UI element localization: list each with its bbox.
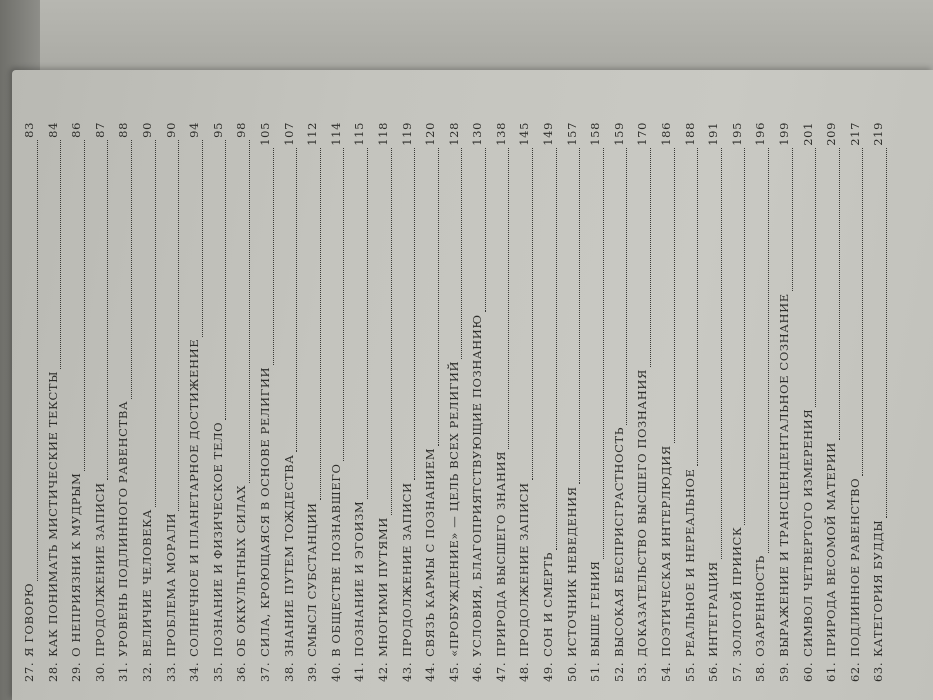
toc-entry-title: ВЫШЕ ГЕНИЯ bbox=[588, 560, 603, 657]
toc-entry-page: 120 bbox=[423, 122, 438, 146]
toc-entry-title: ДОКАЗАТЕЛЬСТВО ВЫСШЕГО ПОЗНАНИЯ bbox=[635, 369, 650, 657]
toc-entry-title: СОЛНЕЧНОЕ И ПЛАНЕТАРНОЕ ДОСТИЖЕНИЕ bbox=[187, 338, 202, 657]
dot-leader bbox=[224, 140, 226, 420]
toc-entry bbox=[773, 122, 797, 682]
toc-entry-title: ВЫРАЖЕНИЕ И ТРАНСЦЕНДЕНТАЛЬНОЕ СОЗНАНИЕ bbox=[777, 293, 791, 657]
toc-entry-title: О НЕПРИЯЗНИ К МУДРЫМ bbox=[69, 472, 84, 657]
toc-entry bbox=[584, 122, 608, 682]
toc-entry-number: 51. bbox=[588, 661, 603, 682]
toc-entry-title: ПРОБЛЕМА МОРАЛИ bbox=[163, 512, 178, 657]
toc-entry-number: 60. bbox=[800, 661, 815, 682]
toc-entry bbox=[396, 122, 420, 682]
toc-entry-title: ПОЭТИЧЕСКАЯ ИНТЕРЛЮДИЯ bbox=[659, 445, 674, 657]
dot-leader bbox=[83, 140, 85, 471]
dot-leader bbox=[555, 148, 557, 550]
toc-entry-number: 50. bbox=[564, 661, 579, 682]
toc-entry-page: 98 bbox=[234, 122, 249, 138]
toc-entry-number: 27. bbox=[22, 661, 36, 682]
toc-entry bbox=[443, 122, 467, 682]
toc-entry-number: 47. bbox=[493, 661, 508, 682]
toc-entry-page: 95 bbox=[210, 122, 225, 138]
toc-entry bbox=[655, 122, 679, 682]
toc-entry bbox=[466, 122, 490, 682]
toc-entry-number: 29. bbox=[69, 661, 84, 682]
toc-entry-number: 52. bbox=[611, 661, 626, 682]
toc-entry-title: ОЗАРЕННОСТЬ bbox=[753, 555, 768, 657]
toc-entry-number: 62. bbox=[847, 661, 862, 682]
toc-entry-page: 145 bbox=[517, 122, 532, 146]
toc-entry-title: ПРИРОДА ВЕСОМОЙ МАТЕРИИ bbox=[824, 442, 839, 657]
toc-entry bbox=[89, 122, 113, 682]
toc-entry bbox=[702, 122, 726, 682]
toc-entry bbox=[490, 122, 514, 682]
toc-entry bbox=[726, 122, 750, 682]
toc-entry bbox=[42, 122, 66, 682]
toc-entry bbox=[325, 122, 349, 682]
toc-entry-title: СВЯЗЬ КАРМЫ С ПОЗНАНИЕМ bbox=[423, 447, 438, 657]
dot-leader bbox=[201, 140, 203, 337]
toc-entry-title: ОБ ОККУЛЬТНЫХ СИЛАХ bbox=[234, 484, 249, 657]
toc-entry bbox=[867, 122, 891, 682]
dot-leader bbox=[248, 140, 250, 483]
dot-leader bbox=[177, 140, 179, 511]
toc-entry bbox=[160, 122, 184, 682]
toc-entry-number: 59. bbox=[777, 661, 791, 682]
toc-entry-title: ПРОДОЛЖЕНИЕ ЗАПИСИ bbox=[399, 482, 414, 657]
toc-entry-title: СОН И СМЕРТЬ bbox=[541, 551, 556, 657]
toc-entry-page: 118 bbox=[375, 122, 390, 146]
dot-leader bbox=[625, 148, 627, 425]
toc-entry-number: 54. bbox=[659, 661, 674, 682]
toc-entry-title: МНОГИМИ ПУТЯМИ bbox=[375, 517, 390, 657]
toc-entry-number: 42. bbox=[375, 661, 390, 682]
toc-entry-title: КАТЕГОРИЯ БУДДЫ bbox=[871, 519, 886, 657]
dot-leader bbox=[342, 148, 344, 462]
toc-entry-title: В ОБЩЕСТВЕ ПОЗНАВШЕГО bbox=[328, 463, 343, 657]
dot-leader bbox=[507, 148, 509, 449]
toc-entry-page: 158 bbox=[588, 122, 603, 146]
toc-entry-title: УРОВЕНЬ ПОДЛИННОГО РАВЕНСТВА bbox=[116, 400, 131, 657]
toc-entry-page: 199 bbox=[777, 122, 791, 146]
toc-entry-page: 170 bbox=[635, 122, 650, 146]
toc-entry bbox=[419, 122, 443, 682]
toc-entry-page: 112 bbox=[305, 122, 320, 146]
toc-entry-page: 83 bbox=[22, 122, 36, 138]
dot-leader bbox=[578, 148, 580, 485]
dot-leader bbox=[649, 148, 651, 367]
toc-entry-number: 38. bbox=[281, 661, 296, 682]
toc-entry-page: 219 bbox=[871, 122, 886, 146]
toc-entry-page: 88 bbox=[116, 122, 131, 138]
toc-entry-number: 58. bbox=[753, 661, 768, 682]
toc-entry bbox=[207, 122, 231, 682]
toc-entry-title: КАК ПОНИМАТЬ МИСТИЧЕСКИЕ ТЕКСТЫ bbox=[45, 370, 60, 657]
toc-entry bbox=[537, 122, 561, 682]
toc-entry-title: СМЫСЛ СУБСТАНЦИИ bbox=[305, 502, 320, 657]
toc-entry-page: 115 bbox=[352, 122, 367, 146]
dot-leader bbox=[791, 148, 793, 291]
background-top bbox=[0, 0, 933, 78]
toc-entry-number: 44. bbox=[423, 661, 438, 682]
toc-entry bbox=[631, 122, 655, 682]
toc-entry-number: 34. bbox=[187, 661, 202, 682]
toc-entry-number: 43. bbox=[399, 661, 414, 682]
toc-entry-number: 56. bbox=[706, 661, 721, 682]
toc-entry-title: ПОЗНАНИЕ И ФИЗИЧЕСКОЕ ТЕЛО bbox=[210, 421, 225, 657]
toc-entry-number: 61. bbox=[824, 661, 839, 682]
dot-leader bbox=[861, 148, 863, 476]
dot-leader bbox=[130, 140, 132, 399]
toc-entry-page: 105 bbox=[257, 122, 272, 146]
toc-entry-number: 35. bbox=[210, 661, 225, 682]
toc-entry bbox=[348, 122, 372, 682]
toc-entry-number: 37. bbox=[257, 661, 272, 682]
toc-entry-page: 130 bbox=[470, 122, 485, 146]
toc-entry-title: ИНТЕГРАЦИЯ bbox=[706, 561, 721, 657]
dot-leader bbox=[885, 148, 887, 518]
toc-entry-page: 157 bbox=[564, 122, 579, 146]
toc-entry-page: 186 bbox=[659, 122, 674, 146]
toc-entry-page: 201 bbox=[800, 122, 815, 146]
toc-list bbox=[18, 122, 891, 682]
dot-leader bbox=[814, 148, 816, 407]
toc-entry bbox=[679, 122, 703, 682]
toc-entry-page: 195 bbox=[729, 122, 744, 146]
toc-entry-title: ВЕЛИЧИЕ ЧЕЛОВЕКА bbox=[139, 509, 154, 657]
toc-entry-page: 86 bbox=[69, 122, 84, 138]
toc-entry bbox=[183, 122, 207, 682]
toc-entry-page: 94 bbox=[187, 122, 202, 138]
toc-entry bbox=[372, 122, 396, 682]
toc-entry-number: 39. bbox=[305, 661, 320, 682]
toc-entry-page: 149 bbox=[541, 122, 556, 146]
toc-entry-page: 119 bbox=[399, 122, 414, 146]
toc-entry-number: 55. bbox=[682, 661, 697, 682]
toc-entry bbox=[513, 122, 537, 682]
toc-entry-page: 107 bbox=[281, 122, 296, 146]
toc-entry-page: 217 bbox=[847, 122, 862, 146]
toc-entry bbox=[820, 122, 844, 682]
toc-entry-title: ВЫСОКАЯ БЕСПРИСГРАСТНОСТЬ bbox=[611, 426, 626, 657]
toc-entry-number: 33. bbox=[163, 661, 178, 682]
dot-leader bbox=[673, 148, 675, 444]
toc-entry-title: ИСТОЧНИК НЕВЕДЕНИЯ bbox=[564, 486, 579, 657]
book-page bbox=[12, 70, 933, 700]
dot-leader bbox=[484, 148, 486, 312]
dot-leader bbox=[531, 148, 533, 481]
toc-entry-number: 40. bbox=[328, 661, 343, 682]
toc-entry-page: 209 bbox=[824, 122, 839, 146]
dot-leader bbox=[366, 148, 368, 499]
toc-entry-number: 45. bbox=[446, 661, 461, 682]
dot-leader bbox=[413, 148, 415, 481]
toc-entry-number: 48. bbox=[517, 661, 532, 682]
toc-entry-page: 191 bbox=[706, 122, 721, 146]
toc-entry-number: 63. bbox=[871, 661, 886, 682]
toc-entry-page: 84 bbox=[45, 122, 60, 138]
toc-entry-number: 46. bbox=[470, 661, 485, 682]
dot-leader bbox=[295, 148, 297, 453]
dot-leader bbox=[767, 148, 769, 553]
toc-entry-title: СИМВОЛ ЧЕТВЕРТОГО ИЗМЕРЕНИЯ bbox=[800, 408, 815, 657]
toc-entry-number: 31. bbox=[116, 661, 131, 682]
toc-entry-page: 87 bbox=[92, 122, 107, 138]
dot-leader bbox=[838, 148, 840, 440]
toc-entry-title: УСЛОВИЯ, БЛАГОПРИЯТСТВУЮЩИЕ ПОЗНАНИЮ bbox=[470, 314, 485, 657]
toc-entry-number: 49. bbox=[541, 661, 556, 682]
toc-entry bbox=[278, 122, 302, 682]
toc-entry-title: РЕАЛЬНОЕ И НЕРЕАЛЬНОЕ bbox=[682, 468, 697, 657]
toc-entry-number: 53. bbox=[635, 661, 650, 682]
toc-entry-page: 159 bbox=[611, 122, 626, 146]
toc-entry-number: 41. bbox=[352, 661, 367, 682]
dot-leader bbox=[720, 148, 722, 560]
toc-entry-page: 138 bbox=[493, 122, 508, 146]
toc-entry-number: 57. bbox=[729, 661, 744, 682]
toc-entry-title: ПРОДОЛЖЕНИЕ ЗАПИСИ bbox=[517, 482, 532, 657]
toc-entry-title: СИЛА, КРОЮЩАЯСЯ В ОСНОВЕ РЕЛИГИИ bbox=[257, 366, 272, 657]
dot-leader bbox=[602, 148, 604, 559]
toc-entry bbox=[254, 122, 278, 682]
table-of-contents bbox=[18, 122, 891, 682]
toc-entry-title: ЗОЛОТОЙ ПРИИСК bbox=[729, 526, 744, 657]
toc-entry-page: 90 bbox=[139, 122, 154, 138]
toc-entry bbox=[301, 122, 325, 682]
toc-entry-title: «ПРОБУЖДЕНИЕ» — ЦЕЛЬ ВСЕХ РЕЛИГИЙ bbox=[446, 360, 461, 657]
toc-entry bbox=[230, 122, 254, 682]
dot-leader bbox=[390, 148, 392, 515]
toc-entry bbox=[112, 122, 136, 682]
toc-entry bbox=[749, 122, 773, 682]
toc-entry-number: 32. bbox=[139, 661, 154, 682]
dot-leader bbox=[59, 140, 61, 369]
toc-entry-page: 188 bbox=[682, 122, 697, 146]
toc-entry-page: 128 bbox=[446, 122, 461, 146]
toc-entry bbox=[844, 122, 868, 682]
dot-leader bbox=[272, 148, 274, 365]
toc-entry bbox=[797, 122, 821, 682]
dot-leader bbox=[319, 148, 321, 501]
dot-leader bbox=[154, 140, 156, 507]
toc-entry-title: ПРОДОЛЖЕНИЕ ЗАПИСИ bbox=[92, 482, 107, 657]
toc-entry bbox=[561, 122, 585, 682]
toc-entry-number: 30. bbox=[92, 661, 107, 682]
toc-entry-page: 114 bbox=[328, 122, 343, 146]
dot-leader bbox=[696, 148, 698, 467]
toc-entry-number: 28. bbox=[45, 661, 60, 682]
dot-leader bbox=[36, 140, 38, 581]
toc-entry bbox=[608, 122, 632, 682]
dot-leader bbox=[437, 148, 439, 446]
dot-leader bbox=[743, 148, 745, 525]
toc-entry bbox=[18, 122, 42, 682]
toc-entry-page: 196 bbox=[753, 122, 768, 146]
dot-leader bbox=[460, 148, 462, 359]
toc-entry bbox=[136, 122, 160, 682]
toc-entry-title: Я ГОВОРЮ bbox=[22, 582, 36, 657]
dot-leader bbox=[106, 140, 108, 481]
toc-entry-title: ПОДЛИННОЕ РАВЕНСТВО bbox=[847, 477, 862, 657]
toc-entry-page: 90 bbox=[163, 122, 178, 138]
toc-entry-title: ЗНАНИЕ ПУТЕМ ТОЖДЕСТВА bbox=[281, 454, 296, 657]
toc-entry-title: ПОЗНАНИЕ И ЭГОИЗМ bbox=[352, 500, 367, 657]
toc-entry bbox=[65, 122, 89, 682]
toc-entry-number: 36. bbox=[234, 661, 249, 682]
toc-entry-title: ПРИРОДА ВЫСШЕГО ЗНАНИЯ bbox=[493, 451, 508, 657]
